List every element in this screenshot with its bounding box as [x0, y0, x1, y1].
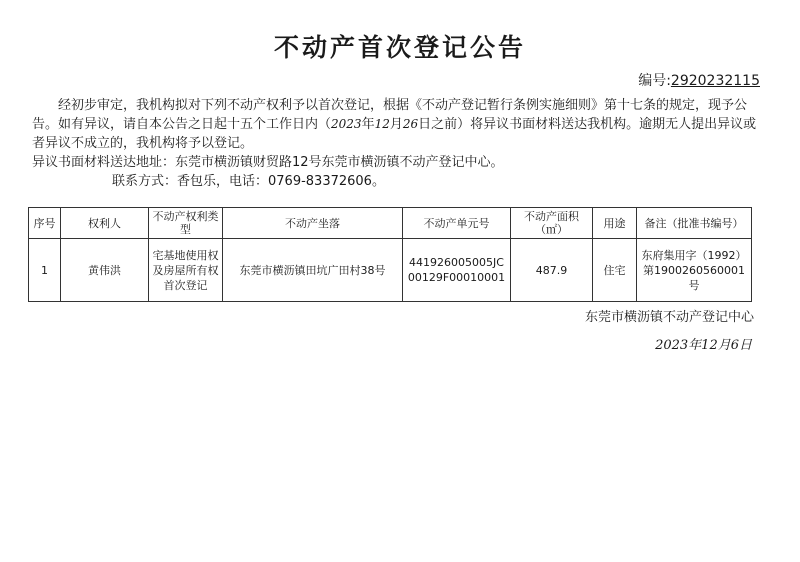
notice-number: [638, 70, 760, 90]
header-usage: 用途: [593, 208, 637, 239]
notice-title: 不动产首次登记公告: [273, 33, 526, 62]
issuing-organization: 东莞市横沥镇不动产登记中心: [584, 310, 754, 325]
header-location: 不动产坐落: [223, 208, 403, 239]
header-seq: 序号: [29, 208, 61, 239]
contact-line: 联系方式：香包乐，电话：0769-83372606。: [112, 174, 385, 189]
header-remark: 备注（批准书编号）: [637, 208, 752, 239]
number-label: 编号:: [638, 73, 671, 89]
header-area: 不动产面积（㎡）: [511, 208, 593, 239]
number-value: 2920232115: [670, 73, 760, 89]
paragraph-tail: 日之前）将异议书面材料送达我机构。逾期无人提出异议或者异议不成立的，我机构将予以登记。: [32, 117, 757, 151]
registration-table: [28, 207, 752, 302]
issue-date: 2023年12月6日: [655, 338, 752, 353]
cell-seq: 1: [29, 239, 61, 302]
cell-location: 东莞市横沥镇田坑广田村38号: [223, 239, 403, 302]
notice-body: [32, 96, 762, 191]
cell-right-type: 宅基地使用权及房屋所有权首次登记: [149, 239, 223, 302]
cell-unit-number: 441926005005JC00129F00010001: [403, 239, 511, 302]
table-header-row: [29, 208, 752, 239]
table-row: [29, 239, 752, 302]
cell-area: 487.9: [511, 239, 593, 302]
handwritten-year: 2023: [331, 117, 362, 131]
paragraph-lead: 经初步审定，我机构拟对下列不动产权利予以首次登记，根据《不动产登记暂行条例实施细则》第十七条的规定，现予公告。如有异议，请自本公告之日起十五个工作日内（: [32, 98, 748, 132]
handwritten-month: 12: [374, 117, 390, 131]
cell-owner: 黄伟洪: [61, 239, 149, 302]
year-char: 年: [361, 117, 375, 132]
header-owner: 权利人: [61, 208, 149, 239]
header-right-type: 不动产权利类型: [149, 208, 223, 239]
handwritten-day: 26: [402, 117, 419, 131]
header-unit-number: 不动产单元号: [403, 208, 511, 239]
objection-paragraph: [32, 96, 762, 153]
month-char: 月: [389, 117, 403, 132]
address-line: 异议书面材料送达地址：东莞市横沥镇财贸路12号东莞市横沥镇不动产登记中心。: [32, 155, 504, 170]
cell-usage: 住宅: [593, 239, 637, 302]
cell-remark: 东府集用字（1992）第1900260560001号: [637, 239, 752, 302]
